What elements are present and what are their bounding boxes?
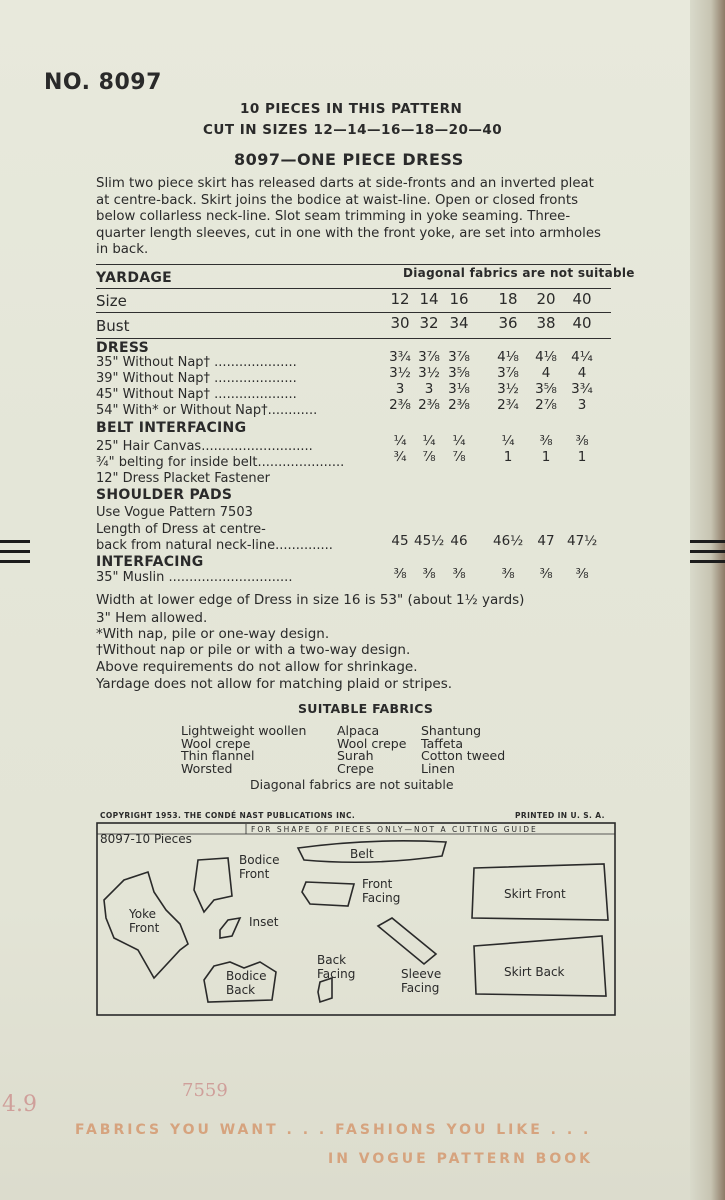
sleeve-facing-label-1: Sleeve <box>401 967 442 981</box>
dress-row-2-value-0: 3 <box>395 381 405 397</box>
dress-row-2-value-3: 3½ <box>497 381 519 397</box>
back-facing-piece <box>318 978 332 1002</box>
muslin-value-2: ⅜ <box>452 566 466 582</box>
printed-in: PRINTED IN U. S. A. <box>515 811 605 820</box>
yoke-front-label-1: Yoke <box>129 907 156 921</box>
belt-row-label-0: 25" Hair Canvas........................... <box>96 439 313 454</box>
length-value-2: 46 <box>450 533 468 549</box>
dress-row-1-value-3: 3⅞ <box>497 365 519 381</box>
length-value-1: 45½ <box>414 533 445 549</box>
dress-row-1-value-1: 3½ <box>418 365 440 381</box>
bodice-front-label-2: Front <box>239 867 270 881</box>
bust-value-1: 32 <box>419 314 439 332</box>
bodice-front-label-1: Bodice <box>239 853 280 867</box>
bust-value-4: 38 <box>536 314 556 332</box>
skirt-front-label: Skirt Front <box>504 887 566 901</box>
slogan-line-1: FABRICS YOU WANT . . . FASHIONS YOU LIKE . . . <box>75 1122 592 1138</box>
length-value-3: 46½ <box>493 533 524 549</box>
belt-row-1-value-5: 1 <box>577 449 587 465</box>
dress-row-label-1: 39" Without Nap† .................... <box>96 371 297 386</box>
dress-row-0-value-0: 3¾ <box>389 349 411 365</box>
muslin-label: 35" Muslin .............................. <box>96 570 293 585</box>
dress-row-1-value-2: 3⅝ <box>448 365 470 381</box>
dress-heading: DRESS <box>96 340 150 356</box>
dress-row-3-value-3: 2¾ <box>497 397 519 413</box>
inset-piece <box>220 918 240 938</box>
bust-value-0: 30 <box>390 314 410 332</box>
back-facing-label-2: Facing <box>317 967 356 981</box>
slogan-line-2: IN VOGUE PATTERN BOOK <box>328 1151 593 1167</box>
interfacing-heading: INTERFACING <box>96 554 204 570</box>
muslin-value-3: ⅜ <box>501 566 515 582</box>
placket-fastener: 12" Dress Placket Fastener <box>96 471 270 486</box>
fabrics-col-2: Alpaca Wool crepe Surah Crepe <box>337 723 407 776</box>
yardage-note: Diagonal fabrics are not suitable <box>403 266 635 280</box>
size-value-3: 18 <box>498 290 518 308</box>
shoulder-heading: SHOULDER PADS <box>96 487 233 503</box>
belt-row-0-value-4: ⅜ <box>539 433 553 449</box>
bust-value-2: 34 <box>449 314 469 332</box>
front-facing-label-2: Facing <box>362 891 401 905</box>
pieces-count: 10 PIECES IN THIS PATTERN <box>240 101 463 117</box>
shoulder-line1: Use Vogue Pattern 7503 <box>96 505 253 520</box>
sleeve-facing-piece <box>378 918 436 964</box>
dress-row-0-value-4: 4⅛ <box>535 349 557 365</box>
belt-row-1-value-2: ⅞ <box>452 449 466 465</box>
dress-row-1-value-0: 3½ <box>389 365 411 381</box>
dress-row-3-value-4: 2⅞ <box>535 397 557 413</box>
belt-row-0-value-5: ⅜ <box>575 433 589 449</box>
pieces-label: 8097-10 Pieces <box>100 832 192 846</box>
bodice-back-label-2: Back <box>226 983 256 997</box>
yardage-heading: YARDAGE <box>96 270 173 286</box>
belt-row-0-value-3: ¼ <box>501 433 515 449</box>
muslin-value-5: ⅜ <box>575 566 589 582</box>
dress-row-1-value-5: 4 <box>577 365 587 381</box>
size-label: Size <box>96 292 127 310</box>
belt-row-label-1: ¾" belting for inside belt..................... <box>96 455 345 470</box>
dress-row-2-value-4: 3⅝ <box>535 381 557 397</box>
skirt-back-label: Skirt Back <box>504 965 565 979</box>
shoulder-line3: back from natural neck-line.............. <box>96 538 333 553</box>
length-value-4: 47 <box>537 533 555 549</box>
length-value-5: 47½ <box>567 533 598 549</box>
dress-row-2-value-1: 3 <box>424 381 434 397</box>
number-stamp: 7559 <box>182 1080 228 1101</box>
left-tick-3 <box>0 560 30 563</box>
shoulder-line2: Length of Dress at centre- <box>96 522 266 537</box>
dress-row-0-value-5: 4¼ <box>571 349 593 365</box>
bust-value-5: 40 <box>572 314 592 332</box>
note-plaid: Yardage does not allow for matching plaid or stripes. <box>96 676 453 692</box>
dress-row-0-value-1: 3⅞ <box>418 349 440 365</box>
dress-row-label-3: 54" With* or Without Nap†............ <box>96 403 318 418</box>
length-value-0: 45 <box>391 533 409 549</box>
muslin-value-4: ⅜ <box>539 566 553 582</box>
size-value-4: 20 <box>536 290 556 308</box>
copyright: COPYRIGHT 1953. THE CONDÉ NAST PUBLICATIONS INC. <box>100 811 356 820</box>
dress-row-3-value-5: 3 <box>577 397 587 413</box>
right-tick-2 <box>690 550 725 553</box>
note-without-nap: †Without nap or pile or with a two-way design. <box>96 642 411 658</box>
note-shrinkage: Above requirements do not allow for shrinkage. <box>96 659 418 675</box>
rule-3 <box>96 312 611 313</box>
belt-label: Belt <box>350 847 374 861</box>
bodice-back-label-1: Bodice <box>226 969 267 983</box>
front-facing-piece <box>302 882 354 906</box>
dress-row-3-value-0: 2⅜ <box>389 397 411 413</box>
rule-2 <box>96 288 611 289</box>
shape-note: FOR SHAPE OF PIECES ONLY—NOT A CUTTING GUIDE <box>251 825 538 834</box>
bodice-front-piece <box>194 858 232 912</box>
dress-row-2-value-5: 3¾ <box>571 381 593 397</box>
size-value-1: 14 <box>419 290 439 308</box>
belt-row-0-value-0: ¼ <box>393 433 407 449</box>
dress-row-label-0: 35" Without Nap† .................... <box>96 355 297 370</box>
dress-row-0-value-3: 4⅛ <box>497 349 519 365</box>
left-tick-1 <box>0 540 30 543</box>
dress-row-0-value-2: 3⅞ <box>448 349 470 365</box>
sizes-line: CUT IN SIZES 12—14—16—18—20—40 <box>203 122 503 138</box>
note-hem: 3" Hem allowed. <box>96 610 208 626</box>
note-nap: *With nap, pile or one-way design. <box>96 626 330 642</box>
bust-value-3: 36 <box>498 314 518 332</box>
belt-row-1-value-0: ¾ <box>393 449 407 465</box>
size-value-2: 16 <box>449 290 469 308</box>
dress-row-1-value-4: 4 <box>541 365 551 381</box>
right-tick-3 <box>690 560 725 563</box>
fabrics-col-3: Shantung Taffeta Cotton tweed Linen <box>421 723 506 776</box>
envelope-edge <box>690 0 725 1200</box>
pattern-number: NO. 8097 <box>44 70 162 95</box>
note-width: Width at lower edge of Dress in size 16 is 53" (about 1½ yards) <box>96 592 525 608</box>
muslin-value-1: ⅜ <box>422 566 436 582</box>
dress-row-2-value-2: 3⅛ <box>448 381 470 397</box>
bust-label: Bust <box>96 317 130 335</box>
fabrics-heading: SUITABLE FABRICS <box>298 701 434 716</box>
fabrics-note: Diagonal fabrics are not suitable <box>250 777 454 792</box>
pattern-description: Slim two piece skirt has released darts at side-fronts and an inverted pleat at centre-back. Skirt joins the bodice at waist-line. Open or closed fronts below collarless neck-line. Slot seam trimming in yoke seaming. Three-quarter length sleeves, cut in one with the front yoke, are set into armholes in back. <box>96 176 601 257</box>
sleeve-facing-label-2: Facing <box>401 981 440 995</box>
front-facing-label-1: Front <box>362 877 393 891</box>
belt-row-1-value-4: 1 <box>541 449 551 465</box>
dress-row-3-value-1: 2⅜ <box>418 397 440 413</box>
price-stamp: 4.9 <box>2 1092 37 1117</box>
pattern-title: 8097—ONE PIECE DRESS <box>234 150 464 169</box>
back-facing-label-1: Back <box>317 953 347 967</box>
pattern-pieces-diagram <box>96 822 616 1017</box>
dress-row-3-value-2: 2⅜ <box>448 397 470 413</box>
yoke-front-label-2: Front <box>129 921 160 935</box>
rule-top <box>96 264 611 265</box>
muslin-value-0: ⅜ <box>393 566 407 582</box>
belt-heading: BELT INTERFACING <box>96 420 247 436</box>
size-value-0: 12 <box>390 290 410 308</box>
belt-row-0-value-1: ¼ <box>422 433 436 449</box>
belt-row-1-value-3: 1 <box>503 449 513 465</box>
left-tick-2 <box>0 550 30 553</box>
dress-row-label-2: 45" Without Nap† .................... <box>96 387 297 402</box>
belt-row-0-value-2: ¼ <box>452 433 466 449</box>
rule-4 <box>96 338 611 339</box>
belt-row-1-value-1: ⅞ <box>422 449 436 465</box>
right-tick-1 <box>690 540 725 543</box>
size-value-5: 40 <box>572 290 592 308</box>
fabrics-col-1: Lightweight woollen Wool crepe Thin flannel Worsted <box>181 723 307 776</box>
inset-label: Inset <box>249 915 279 929</box>
